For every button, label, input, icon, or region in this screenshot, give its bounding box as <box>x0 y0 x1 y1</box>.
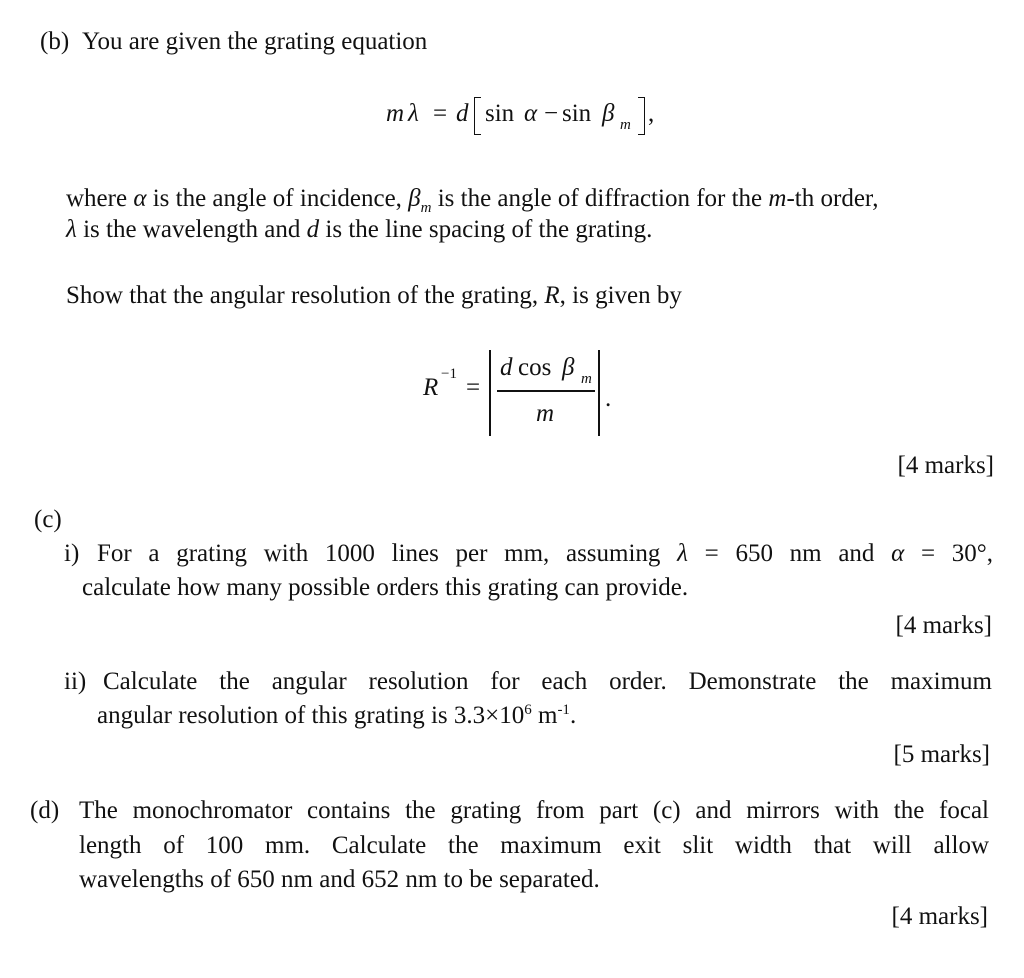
part-b-label: (b) <box>40 28 70 55</box>
eq-beta: β <box>602 100 615 127</box>
word: λ <box>677 540 688 567</box>
word: focal <box>939 797 989 824</box>
word: slit <box>682 832 714 859</box>
res-R: R <box>423 374 439 401</box>
where-line-1: where α is the angle of incidence, $\beta_m$ is the angle of diffraction for the m-th order, <box>66 185 879 216</box>
word: with <box>263 540 309 567</box>
part-c-i-label: i) <box>64 540 80 567</box>
word: order. <box>609 668 667 695</box>
right-bracket <box>638 97 645 135</box>
word: = <box>920 540 936 567</box>
word: contains <box>307 797 391 824</box>
part-b-intro: You are given the grating equation <box>82 28 428 55</box>
where-line-2: λ is the wavelength and d is the line spacing of the grating. <box>66 216 653 243</box>
res-num-d: d <box>500 354 513 381</box>
word: and <box>695 797 732 824</box>
part-c-ii-marks: [5 marks] <box>893 741 990 768</box>
part-c-ii-line-2: angular resolution of this grating is $3.3\times 10^6$ $m^{-1}$. <box>97 702 577 729</box>
word: assuming <box>565 540 661 567</box>
word: 1000 <box>324 540 375 567</box>
word: Demonstrate <box>688 668 817 695</box>
abs-bar-right <box>598 350 600 436</box>
word: nm <box>789 540 822 567</box>
word: per <box>455 540 488 567</box>
word: grating <box>176 540 248 567</box>
eq-comma: , <box>648 100 655 127</box>
res-den: m <box>536 400 555 427</box>
res-num-beta: β <box>562 354 575 381</box>
word: and <box>838 540 875 567</box>
show-that-line: Show that the angular resolution of the grating, R, is given by <box>66 282 682 309</box>
part-c-ii-line-1 <box>103 668 992 698</box>
fraction-line <box>497 390 595 392</box>
eq-beta-sub: m <box>620 117 631 133</box>
word: a <box>148 540 160 567</box>
part-c-i-marks: [4 marks] <box>895 612 992 639</box>
res-equals: = <box>466 374 481 401</box>
part-c-ii-label: ii) <box>64 668 87 695</box>
word: Calculate <box>331 832 427 859</box>
word: from <box>535 797 585 824</box>
word: of <box>163 832 185 859</box>
word: monochromator <box>132 797 293 824</box>
word: 650 <box>735 540 773 567</box>
word: For <box>97 540 132 567</box>
word: allow <box>933 832 989 859</box>
part-b-marks: [4 marks] <box>897 452 994 479</box>
res-num-sub: m <box>581 371 592 387</box>
word: length <box>79 832 142 859</box>
word: 30°, <box>951 540 993 567</box>
word: for <box>490 668 520 695</box>
word: the <box>219 668 250 695</box>
res-period: . <box>605 385 612 412</box>
word: the <box>838 668 869 695</box>
word: The <box>79 797 118 824</box>
word: with <box>834 797 880 824</box>
word: Calculate <box>103 668 198 695</box>
eq-sin2: sin <box>562 100 592 127</box>
word: the <box>893 797 925 824</box>
res-num-cos: cos <box>518 354 552 381</box>
part-d-marks: [4 marks] <box>891 903 988 930</box>
eq-alpha: α <box>524 100 538 127</box>
word: grating <box>450 797 522 824</box>
eq-d: d <box>456 100 469 127</box>
word: mm, <box>504 540 550 567</box>
part-d-line-2 <box>79 832 989 862</box>
word: will <box>872 832 912 859</box>
word: the <box>405 797 436 824</box>
word: that <box>813 832 852 859</box>
part-c-label: (c) <box>34 506 62 533</box>
word: α <box>891 540 905 567</box>
word: 100 <box>205 832 244 859</box>
part-c-i-line-2: calculate how many possible orders this grating can provide. <box>82 574 689 601</box>
word: (c) <box>652 797 681 824</box>
left-bracket <box>474 97 481 135</box>
eq-sin1: sin <box>485 100 515 127</box>
part-d-line-3: wavelengths of 650 nm and 652 nm to be separated. <box>79 866 600 893</box>
word: resolution <box>368 668 469 695</box>
eq-lambda: λ <box>408 100 419 127</box>
word: part <box>599 797 639 824</box>
eq-equals: = <box>433 100 448 127</box>
part-d-label: (d) <box>30 797 60 824</box>
eq-m: m <box>386 100 405 127</box>
word: maximum <box>500 832 602 859</box>
word: angular <box>271 668 347 695</box>
word: mirrors <box>746 797 820 824</box>
word: mm. <box>265 832 311 859</box>
word: the <box>448 832 479 859</box>
word: each <box>541 668 588 695</box>
part-c-i-line-1 <box>97 540 993 570</box>
word: width <box>734 832 792 859</box>
word: exit <box>623 832 661 859</box>
word: maximum <box>890 668 992 695</box>
abs-bar-left <box>489 350 491 436</box>
word: lines <box>391 540 439 567</box>
res-exp: −1 <box>441 366 457 382</box>
part-d-line-1 <box>79 797 989 827</box>
word: = <box>704 540 719 567</box>
eq-minus: − <box>544 100 559 127</box>
